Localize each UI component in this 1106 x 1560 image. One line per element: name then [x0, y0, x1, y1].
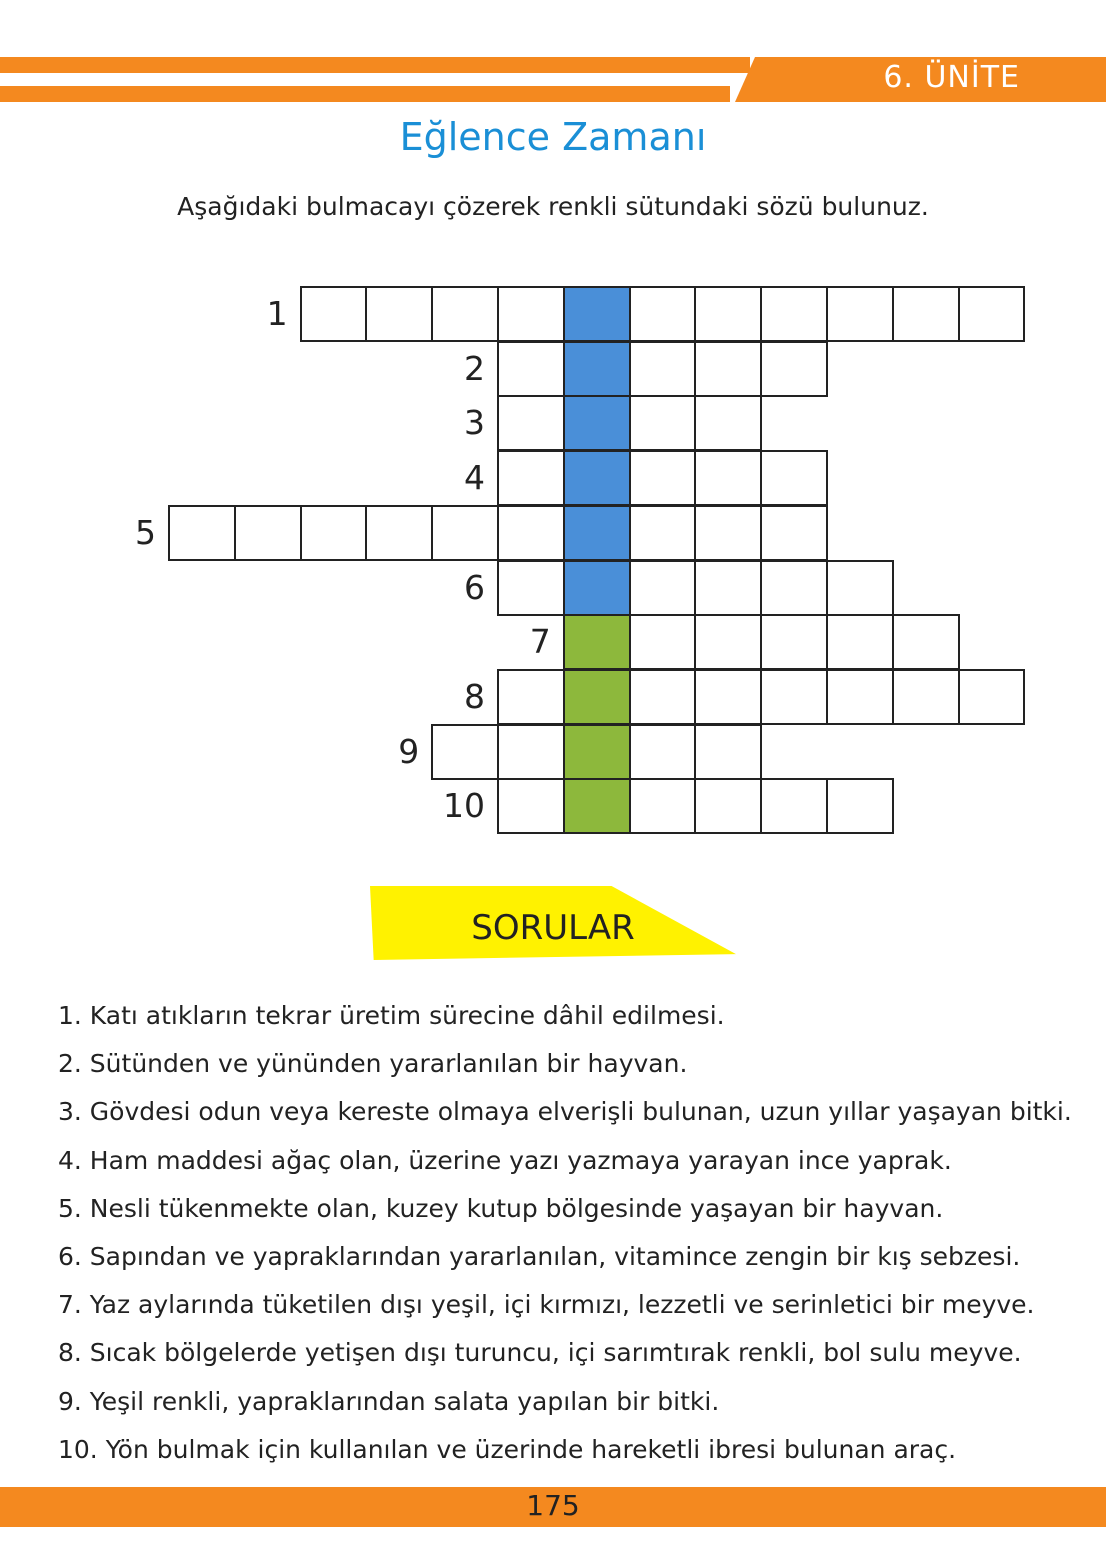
question-item: 4. Ham maddesi ağaç olan, üzerine yazı yazmaya yarayan ince yaprak.: [58, 1145, 952, 1175]
crossword-cell[interactable]: [958, 669, 1026, 725]
page-number: 175: [526, 1489, 580, 1522]
crossword-cell[interactable]: [563, 669, 631, 725]
crossword-cell[interactable]: [629, 778, 697, 834]
crossword-cell[interactable]: [563, 614, 631, 670]
crossword-cell[interactable]: [431, 724, 499, 780]
row-number: 5: [135, 512, 156, 552]
crossword-cell[interactable]: [365, 286, 433, 342]
crossword-cell[interactable]: [760, 560, 828, 616]
crossword-cell[interactable]: [168, 505, 236, 561]
crossword-cell[interactable]: [694, 286, 762, 342]
crossword-cell[interactable]: [760, 669, 828, 725]
row-number: 4: [464, 458, 485, 498]
crossword-cell[interactable]: [563, 341, 631, 397]
crossword-cell[interactable]: [760, 505, 828, 561]
crossword-cell[interactable]: [629, 724, 697, 780]
row-number: 10: [443, 786, 485, 826]
crossword-cell[interactable]: [234, 505, 302, 561]
row-number: 9: [398, 731, 420, 771]
question-item: 3. Gövdesi odun veya kereste olmaya elverişli bulunan, uzun yıllar yaşayan bitki.: [58, 1097, 1072, 1127]
crossword-cell[interactable]: [497, 505, 565, 561]
crossword-cell[interactable]: [694, 724, 762, 780]
question-item: 10. Yön bulmak için kullanılan ve üzerinde hareketli ibresi bulunan araç.: [58, 1434, 957, 1464]
crossword-cell[interactable]: [497, 724, 565, 780]
crossword-cell[interactable]: [629, 286, 697, 342]
page-title: Eğlence Zamanı: [399, 115, 707, 159]
crossword-cell[interactable]: [497, 560, 565, 616]
crossword-cell[interactable]: [892, 286, 960, 342]
crossword-cell[interactable]: [694, 669, 762, 725]
crossword-cell[interactable]: [563, 778, 631, 834]
instruction-text: Aşağıdaki bulmacayı çözerek renkli sütundaki sözü bulunuz.: [177, 192, 929, 221]
row-number: 2: [464, 348, 485, 388]
crossword-cell[interactable]: [563, 560, 631, 616]
crossword-cell[interactable]: [497, 341, 565, 397]
crossword-cell[interactable]: [958, 286, 1026, 342]
unit-label: 6. ÜNİTE: [883, 60, 1020, 95]
crossword-cell[interactable]: [629, 560, 697, 616]
question-item: 7. Yaz aylarında tüketilen dışı yeşil, içi kırmızı, lezzetli ve serinletici bir meyve.: [58, 1290, 1035, 1320]
crossword-cell[interactable]: [300, 286, 368, 342]
question-item: 8. Sıcak bölgelerde yetişen dışı turuncu, içi sarımtırak renkli, bol sulu meyve.: [58, 1338, 1022, 1368]
crossword-cell[interactable]: [694, 341, 762, 397]
row-number: 1: [266, 294, 288, 333]
crossword-cell[interactable]: [826, 669, 894, 725]
crossword-cell[interactable]: [563, 724, 631, 780]
row-number: 3: [464, 403, 485, 443]
crossword-cell[interactable]: [497, 395, 565, 451]
crossword-cell[interactable]: [694, 450, 762, 506]
crossword-cell[interactable]: [760, 286, 828, 342]
crossword-cell[interactable]: [431, 286, 499, 342]
question-list: [58, 996, 1072, 1478]
crossword-cell[interactable]: [892, 669, 960, 725]
crossword-cell[interactable]: [629, 341, 697, 397]
crossword-cell[interactable]: [694, 778, 762, 834]
crossword-cell[interactable]: [300, 505, 368, 561]
crossword-cell[interactable]: [694, 505, 762, 561]
crossword-cell[interactable]: [629, 669, 697, 725]
crossword-cell[interactable]: [826, 778, 894, 834]
crossword-cell[interactable]: [629, 395, 697, 451]
row-number: 7: [529, 622, 551, 662]
crossword-cell[interactable]: [497, 669, 565, 725]
crossword-cell[interactable]: [826, 286, 894, 342]
crossword-cell[interactable]: [497, 778, 565, 834]
question-item: 2. Sütünden ve yününden yararlanılan bir hayvan.: [58, 1049, 688, 1079]
crossword-cell[interactable]: [365, 505, 433, 561]
row-number: 6: [464, 567, 485, 607]
crossword-cell[interactable]: [760, 450, 828, 506]
crossword-cell[interactable]: [497, 286, 565, 342]
crossword-cell[interactable]: [629, 450, 697, 506]
row-number: 8: [464, 676, 485, 716]
crossword-cell[interactable]: [629, 505, 697, 561]
question-item: 9. Yeşil renkli, yapraklarından salata yapılan bir bitki.: [58, 1386, 720, 1416]
header-bar-top: [0, 57, 750, 73]
header-bar-bottom: [0, 86, 730, 102]
crossword-cell[interactable]: [892, 614, 960, 670]
crossword-cell[interactable]: [563, 395, 631, 451]
question-item: 1. Katı atıkların tekrar üretim sürecine dâhil edilmesi.: [58, 1001, 725, 1030]
question-item: 5. Nesli tükenmekte olan, kuzey kutup bölgesinde yaşayan bir hayvan.: [58, 1193, 944, 1223]
crossword-cell[interactable]: [563, 286, 631, 342]
crossword-cell[interactable]: [826, 614, 894, 670]
crossword-cell[interactable]: [431, 505, 499, 561]
crossword-cell[interactable]: [563, 505, 631, 561]
crossword-cell[interactable]: [760, 778, 828, 834]
crossword-cell[interactable]: [497, 450, 565, 506]
crossword-cell[interactable]: [826, 560, 894, 616]
crossword-cell[interactable]: [694, 395, 762, 451]
question-item: 6. Sapından ve yapraklarından yararlanılan, vitamince zengin bir kış sebzesi.: [58, 1241, 1021, 1271]
sorular-heading: SORULAR: [471, 908, 635, 948]
crossword-cell[interactable]: [563, 450, 631, 506]
crossword-cell[interactable]: [694, 560, 762, 616]
crossword-cell[interactable]: [694, 614, 762, 670]
crossword-cell[interactable]: [629, 614, 697, 670]
crossword-cell[interactable]: [760, 341, 828, 397]
crossword-cell[interactable]: [760, 614, 828, 670]
